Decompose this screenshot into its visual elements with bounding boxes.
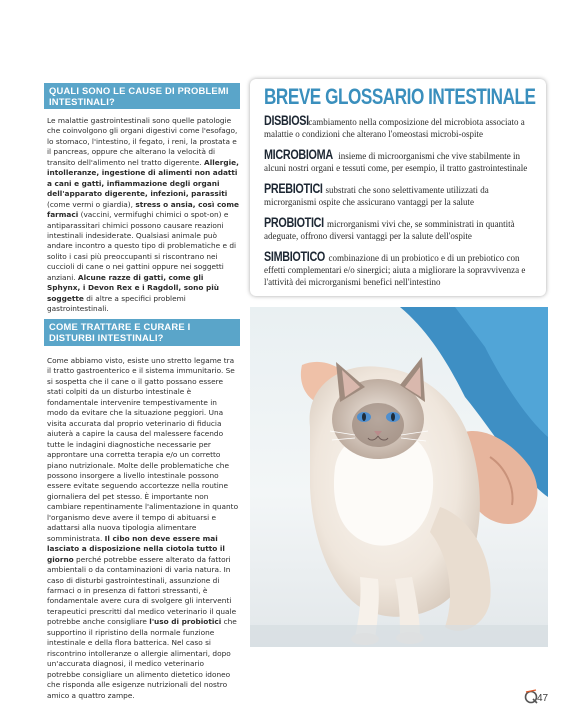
text-run: (vaccini, vermifughi chimici o spot-on) e antiparassitari chimici possono causare reazioni intestinali indesiderate. Qualsiasi animale può andare incontro a questo tipo di problematiche e di solito i casi più preoccupanti si riscontrano nei cuccioli di cane o nei gattini oppure nei soggetti anziani. <box>47 210 237 282</box>
text-run: perché potrebbe essere alterato da fattori ambientali o da contaminazioni di varia natura. In caso di disturbi gastrointestinali, assunzione di farmaci o in presenza di fattori stressanti, è fondamentale avere cura di svolgere gli interventi terapeutici prescritti dal medico veterinario il quale potrebbe anche consigliare <box>47 554 237 627</box>
treatment-paragraph <box>47 356 239 701</box>
glossary-entry <box>264 149 534 174</box>
glossary-definition: microrganismi vivi che, se somministrati in quantità adeguate, offrono diversi vantaggi per la salute dell'ospite <box>264 219 515 242</box>
glossary-definition: insieme di microorganismi che vive stabilmente in alcuni nostri organi e tessuti come, per esempio, il tratto gastrointestinale <box>264 151 528 174</box>
text-run: che supportino il ripristino della normale funzione intestinale e della flora batterica. Nel caso si riscontrino intolleranze o allergie alimentari, dopo un'accurata diagnosi, il medico veterinario potrebbe consigliare un alimento dietetico idoneo che risponda alle esigenze nutrizionali del nostro amico a quattro zampe. <box>47 617 237 700</box>
bold-text-run: l'uso di probiotici <box>149 617 222 627</box>
glossary-entry <box>264 115 534 140</box>
text-run: Come abbiamo visto, esiste uno stretto legame tra il tratto gastroenterico e il sistema immunitario. Se si sospetta che il cane o il gatto possano essere stati colpiti da un disturbo intestinale è fondamentale intervenire tempestivamente in modo da evitare che la situazione peggiori. Una visita accurata dal proprio veterinario di fiducia aiuterà a capire la causa del malessere facendo tutte le indagini diagnostiche necessarie per approntare una corretta terapia e/o un corretto piano nutrizionale. Molte delle problematiche che possono insorgere a livello intestinale possono essere evitate seguendo accortezze nella routine giornaliera del pet stesso. È importante non cambiare repentinamente l'alimentazione in quanto l'organismo deve avere il tempo di abituarsi e adattarsi alla nuova tipologia alimentare somministrata. <box>47 356 239 543</box>
text-run: (come vermi o giardia), <box>47 199 136 209</box>
bold-text-run: Il cibo non deve essere mai lasciato a disposizione nella ciotola tutto il giorno <box>47 533 225 564</box>
text-run: Le malattie gastrointestinali sono quelle patologie che coinvolgono gli organi digestivi come l'esofago, lo stomaco, l'intestino, il fegato, i reni, la prostata e il pancreas, oppure che alterano la velocità di transito dell'alimento nel tratto digerente. <box>47 116 238 167</box>
glossary-definition: substrati che sono selettivamente utilizzati da microrganismi ospite che assicurano vantaggi per la salute <box>264 185 489 208</box>
glossary-term: SIMBIOTICO <box>264 249 325 264</box>
glossary-term: DISBIOSI <box>264 113 309 128</box>
glossary-term: PROBIOTICI <box>264 215 324 230</box>
page-number: 47 <box>537 693 549 704</box>
bold-text-run: Alcune razze di gatti, come gli Sphynx, i Devon Rex e i Ragdoll, sono più soggette <box>47 272 219 303</box>
cat-illustration <box>250 307 548 647</box>
text-run: di altre a specifici problemi gastrointestinali. <box>47 293 186 314</box>
glossary-entry <box>264 251 534 289</box>
section-heading-treatment: COME TRATTARE E CURARE I DISTURBI INTESTINALI? <box>44 319 240 346</box>
glossary-entry <box>264 217 534 242</box>
glossary-entry <box>264 183 534 208</box>
causes-paragraph <box>47 116 239 315</box>
cat-photo <box>250 307 548 647</box>
bold-text-run: stress o ansia, così come farmaci <box>47 199 239 220</box>
section-heading-causes: QUALI SONO LE CAUSE DI PROBLEMI INTESTINALI? <box>44 83 240 109</box>
glossary-term: PREBIOTICI <box>264 181 323 196</box>
glossary-definition: cambiamento nella composizione del microbiota associato a malattie o condizioni che alterano l'omeostasi microbi-ospite <box>264 117 525 140</box>
bold-text-run: Allergie, intolleranze, ingestione di alimenti non adatti a cani e gatti, infiammazione degli organi dell'apparato digerente, infezioni, parassiti <box>47 157 239 199</box>
glossary-term: MICROBIOMA <box>264 147 333 162</box>
glossary-title: BREVE GLOSSARIO INTESTINALE <box>264 84 536 109</box>
glossary-definition: combinazione di un probiotico e di un prebiotico con effetti complementari e/o sinergici; aiuta a migliorare la sopravvivenza e l'attività dei microrganismi benefici nell'intestino <box>264 253 526 288</box>
